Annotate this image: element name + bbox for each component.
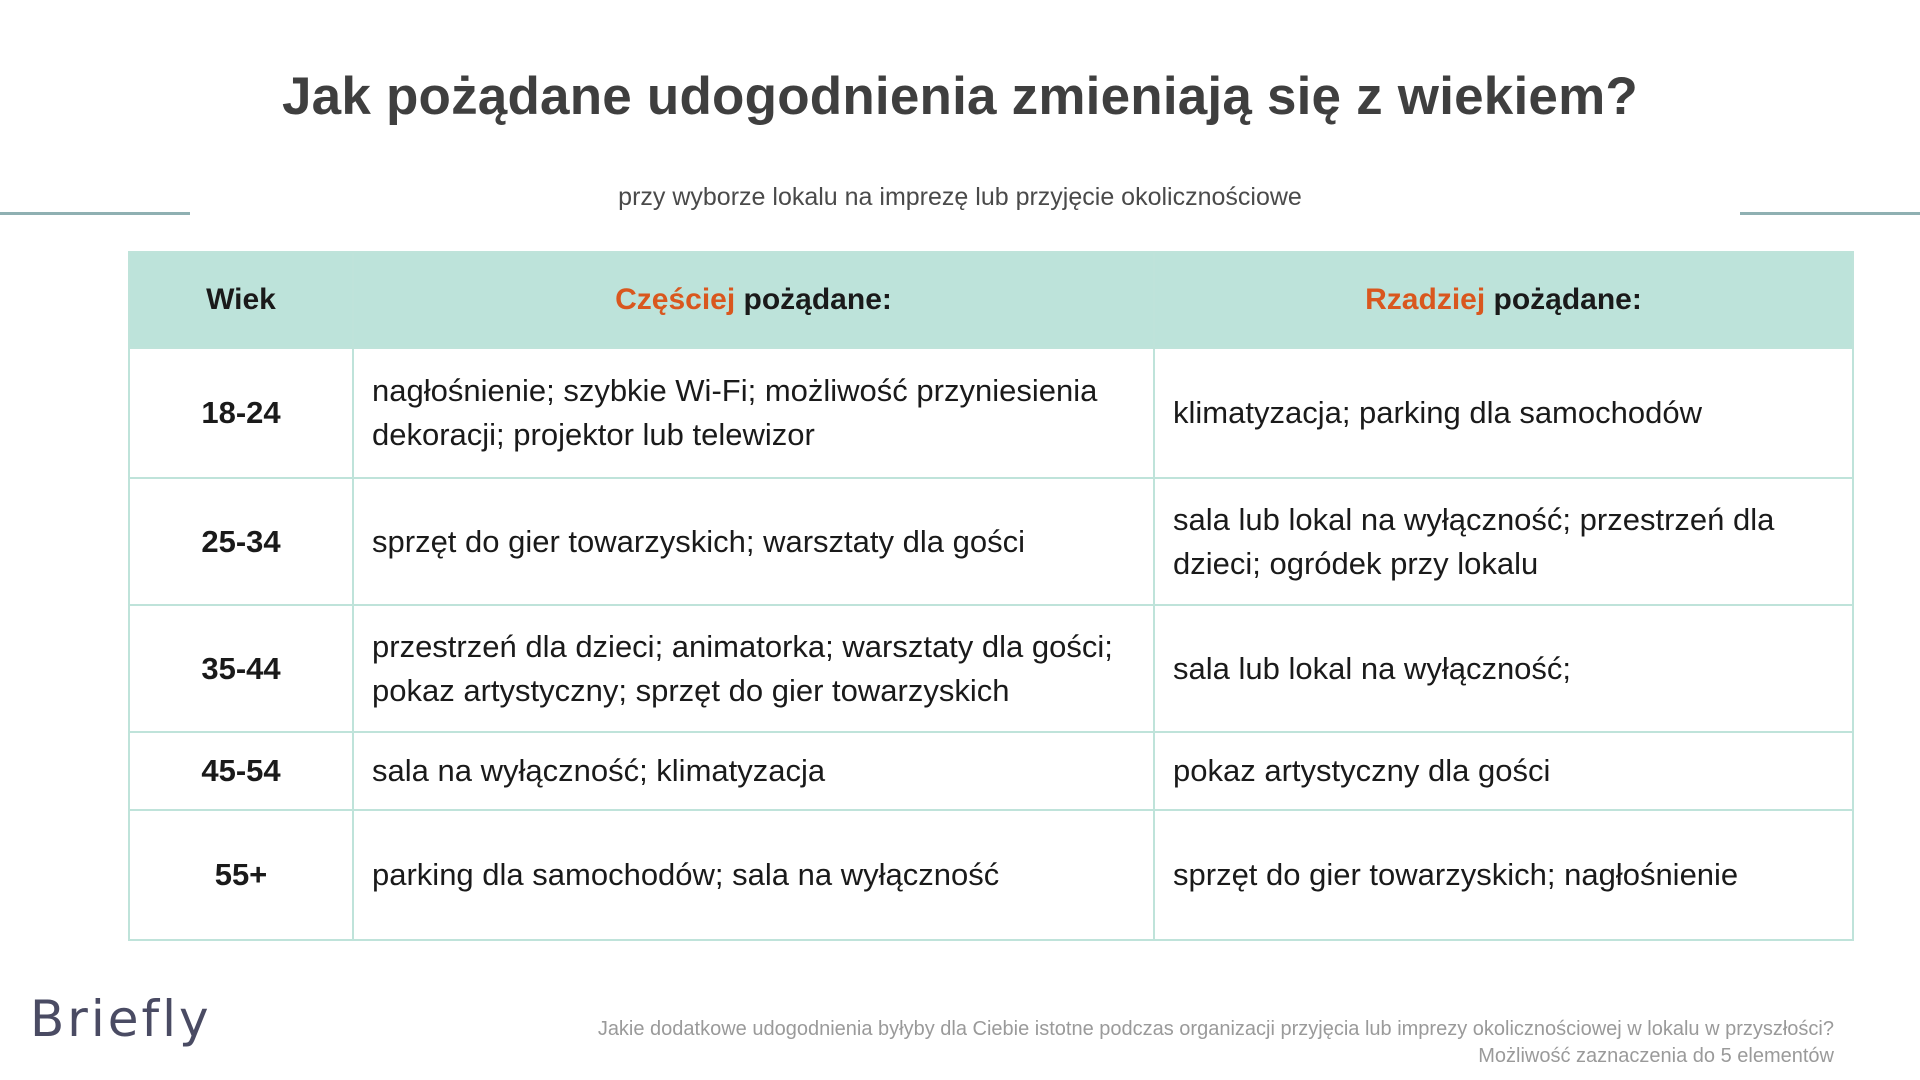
header-less-desired	[1154, 252, 1853, 348]
more-desired-cell: sprzęt do gier towarzyskich; warsztaty dla gości	[353, 478, 1154, 605]
header-less-accent: Rzadziej	[1365, 283, 1486, 316]
age-cell: 55+	[129, 810, 353, 940]
table-row	[129, 478, 1853, 605]
less-desired-cell: sala lub lokal na wyłączność; przestrzeń dla dzieci; ogródek przy lokalu	[1154, 478, 1853, 605]
more-desired-cell: parking dla samochodów; sala na wyłączność	[353, 810, 1154, 940]
table-row	[129, 348, 1853, 478]
more-desired-cell: przestrzeń dla dzieci; animatorka; warsztaty dla gości; pokaz artystyczny; sprzęt do gier towarzyskich	[353, 605, 1154, 732]
less-desired-cell: klimatyzacja; parking dla samochodów	[1154, 348, 1853, 478]
decorative-rule-left	[0, 212, 190, 215]
age-cell: 25-34	[129, 478, 353, 605]
header-more-accent: Częściej	[615, 283, 736, 316]
less-desired-cell: sprzęt do gier towarzyskich; nagłośnienie	[1154, 810, 1853, 940]
table-header-row	[129, 252, 1853, 348]
age-cell: 45-54	[129, 732, 353, 810]
footnote-note: Możliwość zaznaczenia do 5 elementów	[1478, 1045, 1834, 1067]
page-title: Jak pożądane udogodnienia zmieniają się z wiekiem?	[282, 67, 1638, 126]
survey-footnote	[598, 1016, 1834, 1070]
header-age	[129, 252, 353, 348]
header-age-label: Wiek	[206, 283, 276, 316]
age-cell: 35-44	[129, 605, 353, 732]
amenities-table	[128, 251, 1854, 941]
header-more-desired	[353, 252, 1154, 348]
more-desired-cell: nagłośnienie; szybkie Wi-Fi; możliwość przyniesienia dekoracji; projektor lub telewizor	[353, 348, 1154, 478]
table-row	[129, 810, 1853, 940]
header-less-rest: pożądane:	[1485, 283, 1642, 316]
briefly-logo: Briefly	[30, 990, 212, 1048]
age-cell: 18-24	[129, 348, 353, 478]
less-desired-cell: sala lub lokal na wyłączność;	[1154, 605, 1853, 732]
table-row	[129, 605, 1853, 732]
header-more-rest: pożądane:	[735, 283, 892, 316]
more-desired-cell: sala na wyłączność; klimatyzacja	[353, 732, 1154, 810]
footnote-question: Jakie dodatkowe udogodnienia byłyby dla Ciebie istotne podczas organizacji przyjęcia lub imprezy okolicznościowej w lokalu w przyszłości?	[597, 1018, 1834, 1040]
decorative-rule-right	[1740, 212, 1920, 215]
table-row	[129, 732, 1853, 810]
page-subtitle: przy wyborze lokalu na imprezę lub przyjęcie okolicznościowe	[618, 183, 1302, 211]
less-desired-cell: pokaz artystyczny dla gości	[1154, 732, 1853, 810]
